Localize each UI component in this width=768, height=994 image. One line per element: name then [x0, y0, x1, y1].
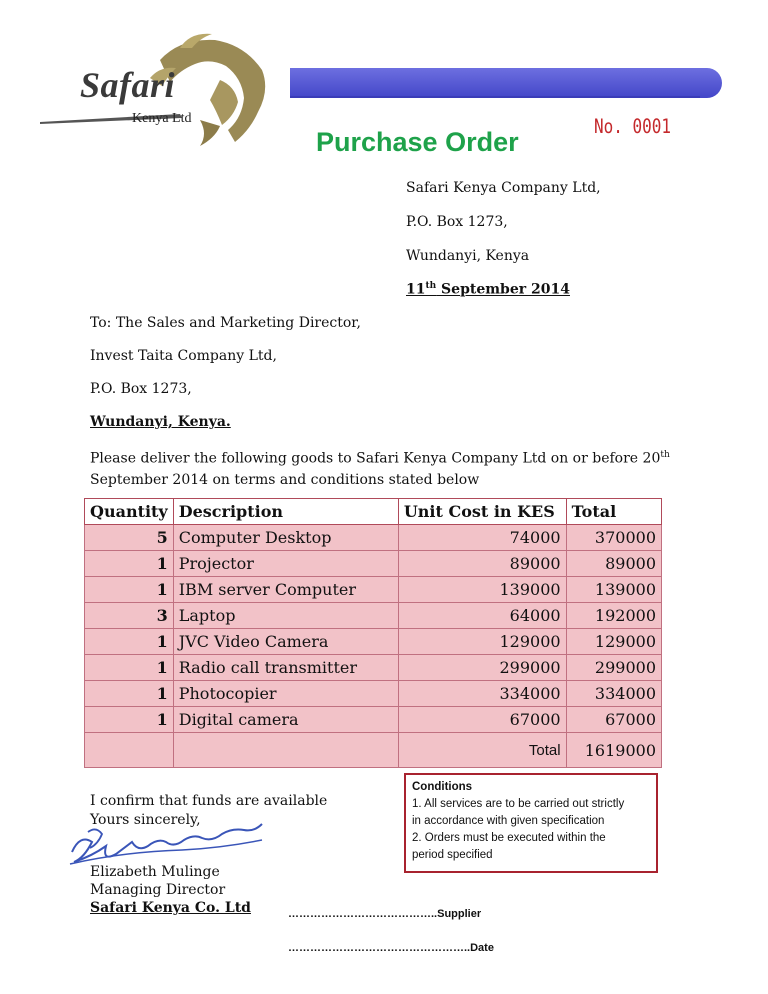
- row-qty: 3: [85, 603, 174, 629]
- date-suffix: th: [425, 281, 437, 291]
- row-qty: 1: [85, 629, 174, 655]
- row-total: 89000: [566, 551, 661, 577]
- row-qty: 5: [85, 525, 174, 551]
- row-unit: 334000: [398, 681, 566, 707]
- row-total: 192000: [566, 603, 661, 629]
- sender-town: Wundanyi, Kenya: [406, 248, 530, 264]
- recipient-company: Invest Taita Company Ltd,: [90, 348, 277, 364]
- recipient-box: P.O. Box 1273,: [90, 381, 192, 397]
- condition-1b: in accordance with given specification: [412, 815, 605, 827]
- date-day: 11: [406, 281, 426, 298]
- row-qty: 1: [85, 577, 174, 603]
- signatory-name: Elizabeth Mulinge: [90, 864, 220, 880]
- row-desc: Laptop: [173, 603, 398, 629]
- row-total: 370000: [566, 525, 661, 551]
- row-unit: 129000: [398, 629, 566, 655]
- header-quantity: Quantity: [85, 499, 174, 525]
- table-header-row: [85, 499, 662, 525]
- row-desc: IBM server Computer: [173, 577, 398, 603]
- conditions-heading: Conditions: [412, 781, 473, 793]
- table-row: [85, 551, 662, 577]
- intro-sup: th: [660, 450, 670, 460]
- row-total: 139000: [566, 577, 661, 603]
- table-row: [85, 525, 662, 551]
- total-empty-cell: [173, 733, 398, 768]
- condition-2a: 2. Orders must be executed within the: [412, 832, 606, 844]
- table-row: [85, 655, 662, 681]
- row-desc: Radio call transmitter: [173, 655, 398, 681]
- intro-text-2: September 2014 on terms and conditions stated below: [90, 471, 480, 488]
- sender-company: Safari Kenya Company Ltd,: [406, 180, 601, 196]
- table-row: [85, 681, 662, 707]
- header-band: [290, 68, 722, 98]
- row-unit: 67000: [398, 707, 566, 733]
- row-qty: 1: [85, 655, 174, 681]
- row-unit: 74000: [398, 525, 566, 551]
- intro-paragraph: [90, 445, 670, 491]
- header-total: Total: [566, 499, 661, 525]
- row-desc: Computer Desktop: [173, 525, 398, 551]
- recipient-to: To: The Sales and Marketing Director,: [90, 315, 361, 331]
- order-date: [406, 281, 570, 298]
- row-unit: 89000: [398, 551, 566, 577]
- row-total: 67000: [566, 707, 661, 733]
- confirm-text: I confirm that funds are available: [90, 793, 328, 809]
- intro-text-1: Please deliver the following goods to Safari Kenya Company Ltd on or before 20: [90, 450, 661, 467]
- logo-wordmark: Safari: [80, 65, 176, 105]
- row-total: 129000: [566, 629, 661, 655]
- row-desc: Projector: [173, 551, 398, 577]
- total-empty-cell: [85, 733, 174, 768]
- row-unit: 64000: [398, 603, 566, 629]
- condition-2b: period specified: [412, 849, 493, 861]
- date-line: …………………………………………..Date: [288, 942, 494, 954]
- table-row: [85, 603, 662, 629]
- header-unit-cost: Unit Cost in KES: [398, 499, 566, 525]
- logo-subtitle: Kenya Ltd: [132, 111, 192, 126]
- row-desc: Digital camera: [173, 707, 398, 733]
- row-desc: JVC Video Camera: [173, 629, 398, 655]
- row-total: 299000: [566, 655, 661, 681]
- date-rest: September 2014: [436, 281, 570, 298]
- row-qty: 1: [85, 681, 174, 707]
- sender-box: P.O. Box 1273,: [406, 214, 508, 230]
- row-unit: 139000: [398, 577, 566, 603]
- supplier-line: …………………………………..Supplier: [288, 908, 482, 920]
- row-unit: 299000: [398, 655, 566, 681]
- row-qty: 1: [85, 707, 174, 733]
- conditions-box: [404, 773, 658, 873]
- signature-icon: [62, 812, 272, 872]
- header-description: Description: [173, 499, 398, 525]
- page-title: Purchase Order: [316, 127, 519, 157]
- header-band-line: [290, 96, 700, 98]
- table-row: [85, 707, 662, 733]
- total-row: [85, 733, 662, 768]
- condition-1a: 1. All services are to be carried out strictly: [412, 798, 625, 810]
- signatory-company: Safari Kenya Co. Ltd: [90, 900, 251, 916]
- row-desc: Photocopier: [173, 681, 398, 707]
- signatory-role: Managing Director: [90, 882, 226, 898]
- order-number: No. 0001: [594, 115, 672, 138]
- grand-total: 1619000: [566, 733, 661, 768]
- table-row: [85, 629, 662, 655]
- table-row: [85, 577, 662, 603]
- recipient-town: Wundanyi, Kenya.: [90, 414, 231, 430]
- total-label: Total: [398, 733, 566, 768]
- row-qty: 1: [85, 551, 174, 577]
- order-table: [84, 498, 662, 768]
- yours-sincerely: Yours sincerely,: [90, 812, 201, 828]
- row-total: 334000: [566, 681, 661, 707]
